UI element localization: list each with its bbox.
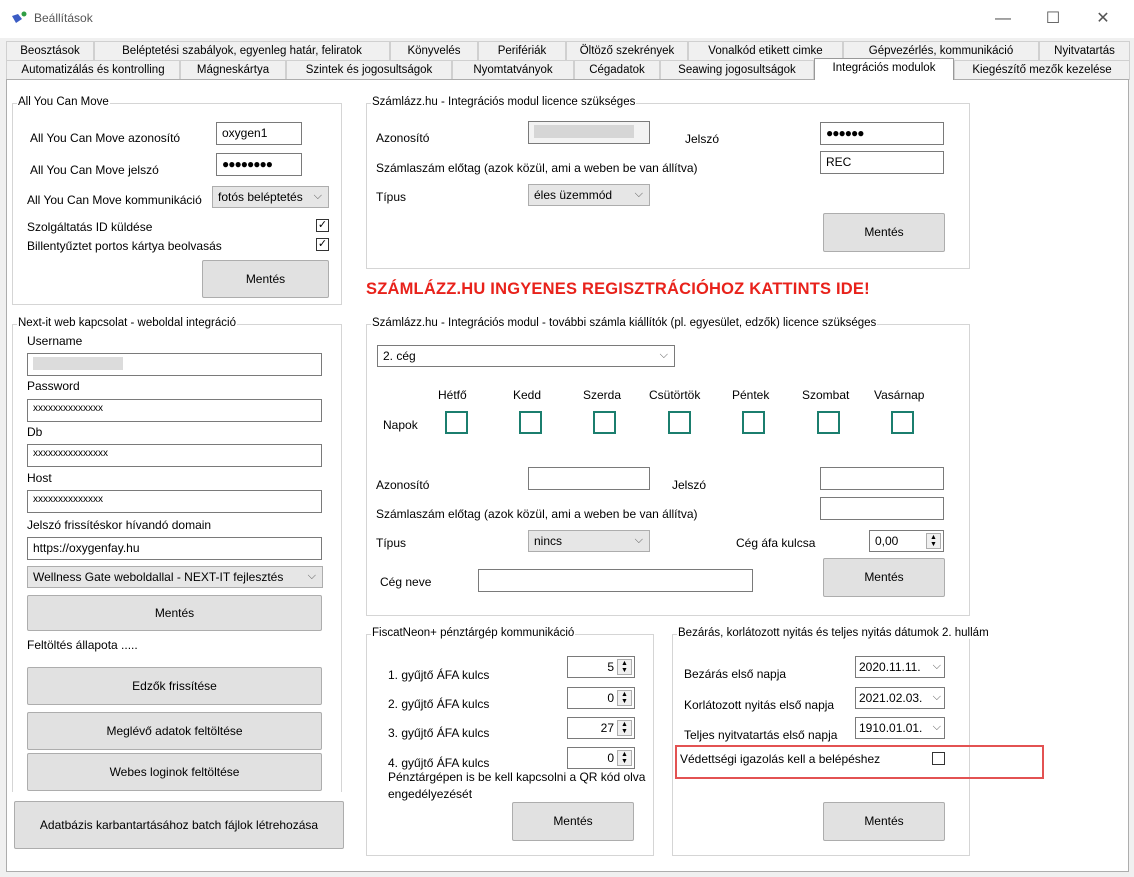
day-checkbox-monday[interactable] <box>445 411 468 434</box>
szamlazz-password-field[interactable]: ●●●●●● <box>820 122 944 145</box>
batch-files-button[interactable] <box>14 801 344 849</box>
tab-automatizalas[interactable]: Automatizálás és kontrolling <box>6 60 180 80</box>
closing-save-button[interactable] <box>823 802 945 841</box>
close-button[interactable]: ✕ <box>1096 10 1110 27</box>
szamlazz-id-field[interactable] <box>528 121 650 144</box>
minimize-button[interactable]: — <box>995 10 1011 27</box>
tab-row-1 <box>6 41 1130 61</box>
closing-date-label: Bezárás első napja <box>684 667 787 681</box>
app-icon <box>10 10 28 26</box>
vat4-stepper[interactable] <box>567 747 635 769</box>
szamlazz2-password-field[interactable] <box>820 467 944 490</box>
stepper-arrows-icon[interactable]: ▲ ▼ <box>617 750 632 766</box>
vat3-stepper[interactable] <box>567 717 635 739</box>
szamlazz2-type-select[interactable] <box>528 530 650 552</box>
tab-gepvezerles[interactable]: Gépvezérlés, kommunikáció <box>843 41 1039 61</box>
aycm-save-label: Mentés <box>245 272 286 286</box>
nextit-legend: Next-it web kapcsolat - weboldal integráció <box>18 317 236 329</box>
tab-seawing[interactable]: Seawing jogosultságok <box>660 60 814 80</box>
fiscat-note-line2: engedélyezését <box>388 787 473 801</box>
nextit-db-label: Db <box>27 425 43 439</box>
limited-date-label: Korlátozott nyitás első napja <box>684 698 835 712</box>
nextit-mode-select[interactable] <box>27 566 323 588</box>
szamlazz2-vat-label: Cég áfa kulcsa <box>736 536 816 550</box>
nextit-host-field[interactable]: xxxxxxxxxxxxxx <box>27 490 322 513</box>
vat1-label: 1. gyűjtő ÁFA kulcs <box>388 668 490 682</box>
aycm-save-button[interactable] <box>202 260 329 298</box>
tab-periferiak[interactable]: Perifériák <box>478 41 566 61</box>
vat4-label: 4. gyűjtő ÁFA kulcs <box>388 756 490 770</box>
szamlazz-prefix-field[interactable]: REC <box>820 151 944 174</box>
aycm-comm-select[interactable] <box>212 186 329 208</box>
limited-date-picker[interactable] <box>855 687 945 709</box>
szamlazz-pw-label: Jelszó <box>685 132 720 146</box>
register-link[interactable]: SZÁMLÁZZ.HU INGYENES REGISZTRÁCIÓHOZ KATTINTS IDE! <box>366 280 870 298</box>
nextit-save-label: Mentés <box>154 606 195 620</box>
aycm-pw-label: All You Can Move jelszó <box>30 163 159 177</box>
upload-existing-button[interactable] <box>27 712 322 750</box>
vat2-label: 2. gyűjtő ÁFA kulcs <box>388 697 490 711</box>
aycm-keyboard-label: Billentyűztet portos kártya beolvasás <box>27 239 222 253</box>
day-label-saturday: Szombat <box>802 388 850 402</box>
chevron-down-icon: ⌵ <box>634 188 643 200</box>
szamlazz2-vat-value: 0,00 <box>875 534 899 548</box>
window-title: Beállítások <box>34 11 93 25</box>
nextit-mode-value: Wellness Gate weboldallal - NEXT-IT fejlesztés <box>33 570 284 584</box>
immunity-label: Védettségi igazolás kell a belépéshez <box>680 752 881 766</box>
closing-date-value: 2020.11.11. <box>859 660 921 674</box>
redacted-username <box>33 357 123 370</box>
tab-oltozo-szekrenyek[interactable]: Öltöző szekrények <box>566 41 688 61</box>
aycm-comm-label: All You Can Move kommunikáció <box>27 193 202 207</box>
szamlazz-prefix-label: Számlaszám előtag (azok közül, ami a weben be van állítva) <box>376 161 698 175</box>
days-label: Napok <box>383 418 418 432</box>
upload-existing-label: Meglévő adatok feltöltése <box>106 724 243 738</box>
fiscat-save-button[interactable] <box>512 802 634 841</box>
chevron-down-icon: ⌵ <box>634 534 643 546</box>
szamlazz-type-label: Típus <box>376 190 407 204</box>
fiscat-legend: FiscatNeon+ pénztárgép kommunikáció <box>372 627 575 639</box>
tab-kiegeszito-mezok[interactable]: Kiegészítő mezők kezelése <box>954 60 1130 80</box>
tab-nyomtatvanyok[interactable]: Nyomtatványok <box>452 60 574 80</box>
day-checkbox-saturday[interactable] <box>817 411 840 434</box>
nextit-db-field[interactable]: xxxxxxxxxxxxxxx <box>27 444 322 467</box>
chevron-down-icon: ⌵ <box>932 721 941 733</box>
company-select[interactable] <box>377 345 675 367</box>
tab-szintek[interactable]: Szintek és jogosultságok <box>286 60 452 80</box>
chevron-down-icon: ⌵ <box>307 570 316 582</box>
company-name-field[interactable] <box>478 569 753 592</box>
redacted-id <box>534 125 634 138</box>
aycm-service-label: Szolgáltatás ID küldése <box>27 220 153 234</box>
nextit-host-label: Host <box>27 471 52 485</box>
company-name-label: Cég neve <box>380 575 432 589</box>
batch-files-label: Adatbázis karbantartásához batch fájlok létrehozása <box>39 818 319 832</box>
nextit-password-label: Password <box>27 379 80 393</box>
nextit-save-button[interactable] <box>27 595 322 631</box>
full-date-picker[interactable] <box>855 717 945 739</box>
day-label-wednesday: Szerda <box>583 388 622 402</box>
closing-date-picker[interactable] <box>855 656 945 678</box>
aycm-keyboard-checkbox[interactable]: ✓ <box>317 238 328 250</box>
szamlazz-type-value: éles üzemmód <box>534 188 613 202</box>
aycm-id-field[interactable]: oxygen1 <box>216 122 302 145</box>
aycm-service-checkbox[interactable]: ✓ <box>317 219 328 231</box>
szamlazz2-id-field[interactable] <box>528 467 650 490</box>
stepper-arrows-icon[interactable]: ▲ ▼ <box>617 720 632 736</box>
day-checkbox-sunday[interactable] <box>891 411 914 434</box>
stepper-arrows-icon[interactable]: ▲ ▼ <box>617 659 632 675</box>
aycm-legend: All You Can Move <box>18 96 109 108</box>
fiscat-note-line1: Pénztárgépen is be kell kapcsolni a QR kód olva <box>388 770 646 784</box>
maximize-button[interactable]: ☐ <box>1045 10 1061 27</box>
vat1-stepper[interactable] <box>567 656 635 678</box>
fiscat-save-label: Mentés <box>553 814 593 828</box>
chevron-down-icon: ⌵ <box>932 660 941 672</box>
day-label-sunday: Vasárnap <box>874 388 925 402</box>
szamlazz2-type-value: nincs <box>534 534 563 548</box>
szamlazz2-vat-stepper[interactable] <box>869 530 944 552</box>
nextit-domain-label: Jelszó frissítéskor hívandó domain <box>27 518 212 532</box>
stepper-arrows-icon[interactable]: ▲ ▼ <box>926 533 941 549</box>
full-date-value: 1910.01.01. <box>859 721 923 735</box>
tab-row-2 <box>6 60 1130 80</box>
tab-integracios-modulok[interactable]: Integrációs modulok <box>814 58 954 80</box>
closing-legend: Bezárás, korlátozott nyitás és teljes nyitás dátumok 2. hullám <box>678 627 989 639</box>
aycm-id-label: All You Can Move azonosító <box>30 131 181 145</box>
refresh-trainers-button[interactable] <box>27 667 322 705</box>
closing-save-label: Mentés <box>864 814 904 828</box>
vat3-value: 27 <box>600 721 614 735</box>
day-label-thursday: Csütörtök <box>649 388 701 402</box>
szamlazz2-prefix-field[interactable] <box>820 497 944 520</box>
chevron-down-icon: ⌵ <box>932 691 941 703</box>
tab-beleptetesi-szabalyok[interactable]: Beléptetési szabályok, egyenleg határ, feliratok <box>94 41 390 61</box>
szamlazz-save-button[interactable] <box>823 213 945 252</box>
vat4-value: 0 <box>607 751 614 765</box>
szamlazz-legend: Számlázz.hu - Integrációs modul licence szükséges <box>372 96 636 108</box>
day-label-tuesday: Kedd <box>513 388 542 402</box>
title-bar <box>0 0 1134 38</box>
nextit-username-label: Username <box>27 334 83 348</box>
tab-beosztasok[interactable]: Beosztások <box>6 41 94 61</box>
refresh-trainers-label: Edzők frissítése <box>132 679 217 693</box>
szamlazz2-prefix-label: Számlaszám előtag (azok közül, ami a weben be van állítva) <box>376 507 698 521</box>
szamlazz2-id-label: Azonosító <box>376 478 430 492</box>
tab-nyitvatartas[interactable]: Nyitvatartás <box>1039 41 1130 61</box>
szamlazz2-pw-label: Jelszó <box>672 478 707 492</box>
upload-logins-button[interactable] <box>27 753 322 791</box>
upload-status-text: Feltöltés állapota ..... <box>27 638 138 652</box>
tab-magneskartya[interactable]: Mágneskártya <box>180 60 286 80</box>
upload-logins-label: Webes loginok feltöltése <box>109 765 240 779</box>
szamlazz2-legend: Számlázz.hu - Integrációs modul - további számla kiállítók (pl. egyesület, edzők) licence szükséges <box>372 317 877 329</box>
vat2-value: 0 <box>607 691 614 705</box>
szamlazz2-type-label: Típus <box>376 536 407 550</box>
day-label-friday: Péntek <box>732 388 770 402</box>
szamlazz-save-label: Mentés <box>864 225 904 239</box>
chevron-down-icon: ⌵ <box>313 190 322 202</box>
tab-konyveles[interactable]: Könyvelés <box>390 41 478 61</box>
highlight-box <box>675 745 1044 779</box>
aycm-comm-value: fotós beléptetés <box>218 190 303 204</box>
day-label-monday: Hétfő <box>438 388 467 402</box>
vat2-stepper[interactable] <box>567 687 635 709</box>
szamlazz-type-select[interactable] <box>528 184 650 206</box>
day-checkbox-wednesday[interactable] <box>593 411 616 434</box>
day-checkbox-tuesday[interactable] <box>519 411 542 434</box>
szamlazz-id-label: Azonosító <box>376 131 430 145</box>
chevron-down-icon: ⌵ <box>659 349 668 361</box>
nextit-domain-field[interactable]: https://oxygenfay.hu <box>27 537 322 560</box>
szamlazz2-save-label: Mentés <box>864 570 904 584</box>
szamlazz2-save-button[interactable] <box>823 558 945 597</box>
vat3-label: 3. gyűjtő ÁFA kulcs <box>388 726 490 740</box>
day-checkbox-thursday[interactable] <box>668 411 691 434</box>
stepper-arrows-icon[interactable]: ▲ ▼ <box>617 690 632 706</box>
company-value: 2. cég <box>383 349 416 363</box>
nextit-username-field[interactable] <box>27 353 322 376</box>
nextit-password-field[interactable]: xxxxxxxxxxxxxx <box>27 399 322 422</box>
day-checkbox-friday[interactable] <box>742 411 765 434</box>
aycm-password-field[interactable]: ●●●●●●●● <box>216 153 302 176</box>
vat1-value: 5 <box>607 660 614 674</box>
limited-date-value: 2021.02.03. <box>859 691 923 705</box>
tab-vonalkod[interactable]: Vonalkód etikett cimke <box>688 41 843 61</box>
tab-cegadatok[interactable]: Cégadatok <box>574 60 660 80</box>
full-date-label: Teljes nyitvatartás első napja <box>684 728 838 742</box>
